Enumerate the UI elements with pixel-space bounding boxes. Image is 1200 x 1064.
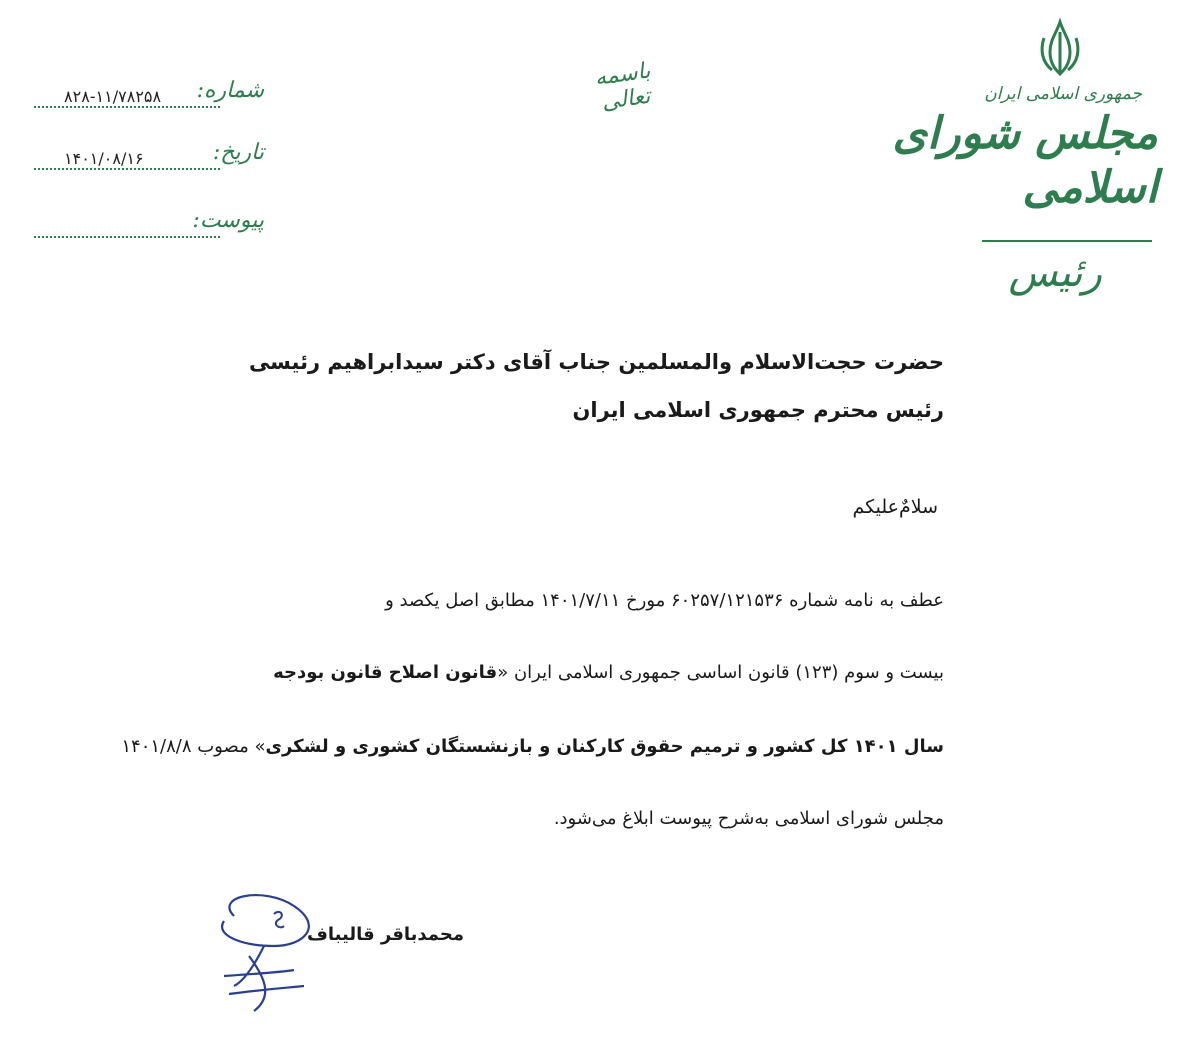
handwritten-signature (204, 886, 344, 1016)
addressee-line1: حضرت حجت‌الاسلام والمسلمین جناب آقای دکتر سیدابراهیم رئیسی (248, 350, 944, 374)
date-value: ۱۴۰۱/۰۸/۱۶ (64, 149, 144, 168)
signatory-name: محمدباقر قالیباف (306, 924, 464, 945)
addressee-line2: رئیس محترم جمهوری اسلامی ایران (572, 398, 944, 422)
letter-number (34, 78, 264, 112)
parliament-title-line1: مجلس شورای (892, 108, 1158, 159)
body-line3 (121, 736, 944, 757)
body-line4: مجلس شورای اسلامی به‌شرح پیوست ابلاغ می‌شود. (553, 808, 944, 829)
law-title-part1: قانون اصلاح قانون بودجه (273, 662, 498, 683)
date-label: تاریخ: (212, 140, 264, 165)
parliament-letterhead (892, 14, 1160, 304)
letter-attachment (34, 208, 264, 242)
number-line (34, 106, 220, 108)
body-line1: عطف به نامه شماره ۶۰۲۵۷/۱۲۱۵۳۶ مورخ ۱۴۰۱/۷/۱۱ مطابق اصل یکصد و (385, 590, 944, 611)
body-line3-text: » مصوب ۱۴۰۱/۸/۸ (121, 736, 266, 757)
law-title-part2: سال ۱۴۰۱ کل کشور و ترمیم حقوق کارکنان و بازنشستگان کشوری و لشکری (265, 736, 944, 757)
letter-date (34, 140, 264, 174)
basmala: باسمه تعالی (593, 58, 652, 116)
republic-title: جمهوری اسلامی ایران (984, 84, 1142, 104)
letterhead-divider (982, 240, 1152, 242)
body-line2 (273, 662, 944, 683)
islamic-republic-emblem-icon (1038, 18, 1082, 78)
greeting: سلامٌ‌علیکم (852, 496, 938, 518)
office-title: رئیس (1008, 250, 1102, 296)
parliament-title-line2: اسلامی (1022, 162, 1158, 213)
date-line (34, 168, 220, 170)
attachment-line (34, 236, 220, 238)
attachment-label: پیوست: (192, 208, 264, 233)
number-label: شماره: (196, 78, 264, 103)
number-value: ۸۲۸-۱۱/۷۸۲۵۸ (64, 87, 162, 106)
body-line2-text: بیست و سوم (۱۲۳) قانون اساسی جمهوری اسلامی ایران « (497, 662, 944, 683)
